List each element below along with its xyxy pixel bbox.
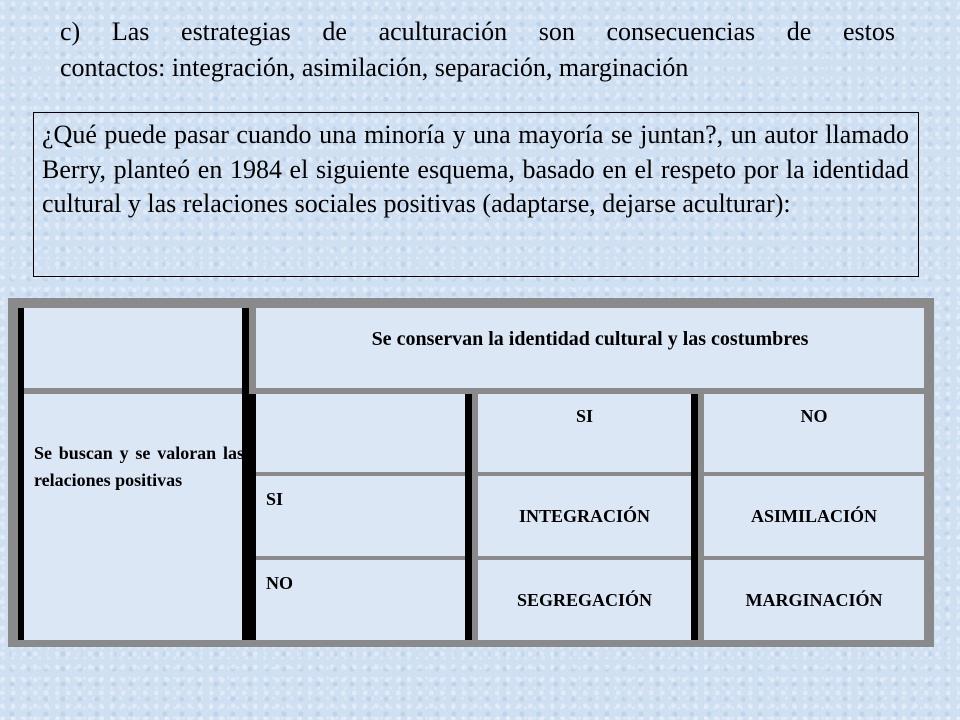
segregation-label: SEGREGACIÓN xyxy=(516,590,653,610)
table-divider xyxy=(691,394,698,640)
assimilation-label: ASIMILACIÓN xyxy=(750,506,878,526)
col-no-label: NO xyxy=(800,406,828,426)
integration-label: INTEGRACIÓN xyxy=(518,506,651,526)
intro-paragraph: ¿Qué puede pasar cuando una minoría y una mayoría se juntan?, un autor llamado Berry, planteó en 1984 el siguiente esquema, basado en el respeto por la identidad cultural y las relaciones sociales positivas (adaptarse, dejarse aculturar): xyxy=(33,112,919,277)
heading-line-1: c) Las estrategias de aculturación son consecuencias de estos xyxy=(60,17,895,46)
row-no-cell xyxy=(256,560,465,640)
assimilation-cell xyxy=(704,476,924,556)
col-si-cell xyxy=(478,394,691,472)
row-si-cell xyxy=(256,476,465,556)
integration-cell xyxy=(478,476,691,556)
row-no-label: NO xyxy=(266,573,293,593)
table-divider xyxy=(249,394,256,640)
berry-acculturation-table xyxy=(8,298,934,647)
row-si-label: SI xyxy=(266,489,284,509)
col-si-label: SI xyxy=(575,406,593,426)
segregation-cell xyxy=(478,560,691,640)
column-header-cell xyxy=(256,308,924,388)
subheader-corner-cell xyxy=(256,394,465,472)
row-header-text: Se buscan y se valoran las relaciones positivas xyxy=(34,443,244,490)
heading-line-2: contactos: integración, asimilación, separación, marginación xyxy=(60,53,689,82)
column-header-text: Se conservan la identidad cultural y las costumbres xyxy=(371,328,809,350)
table-corner-cell xyxy=(24,308,242,388)
row-header-cell xyxy=(24,394,242,640)
table-divider xyxy=(465,394,472,640)
marginalization-cell xyxy=(704,560,924,640)
section-heading xyxy=(60,14,895,86)
col-no-cell xyxy=(704,394,924,472)
marginalization-label: MARGINACIÓN xyxy=(745,590,883,610)
